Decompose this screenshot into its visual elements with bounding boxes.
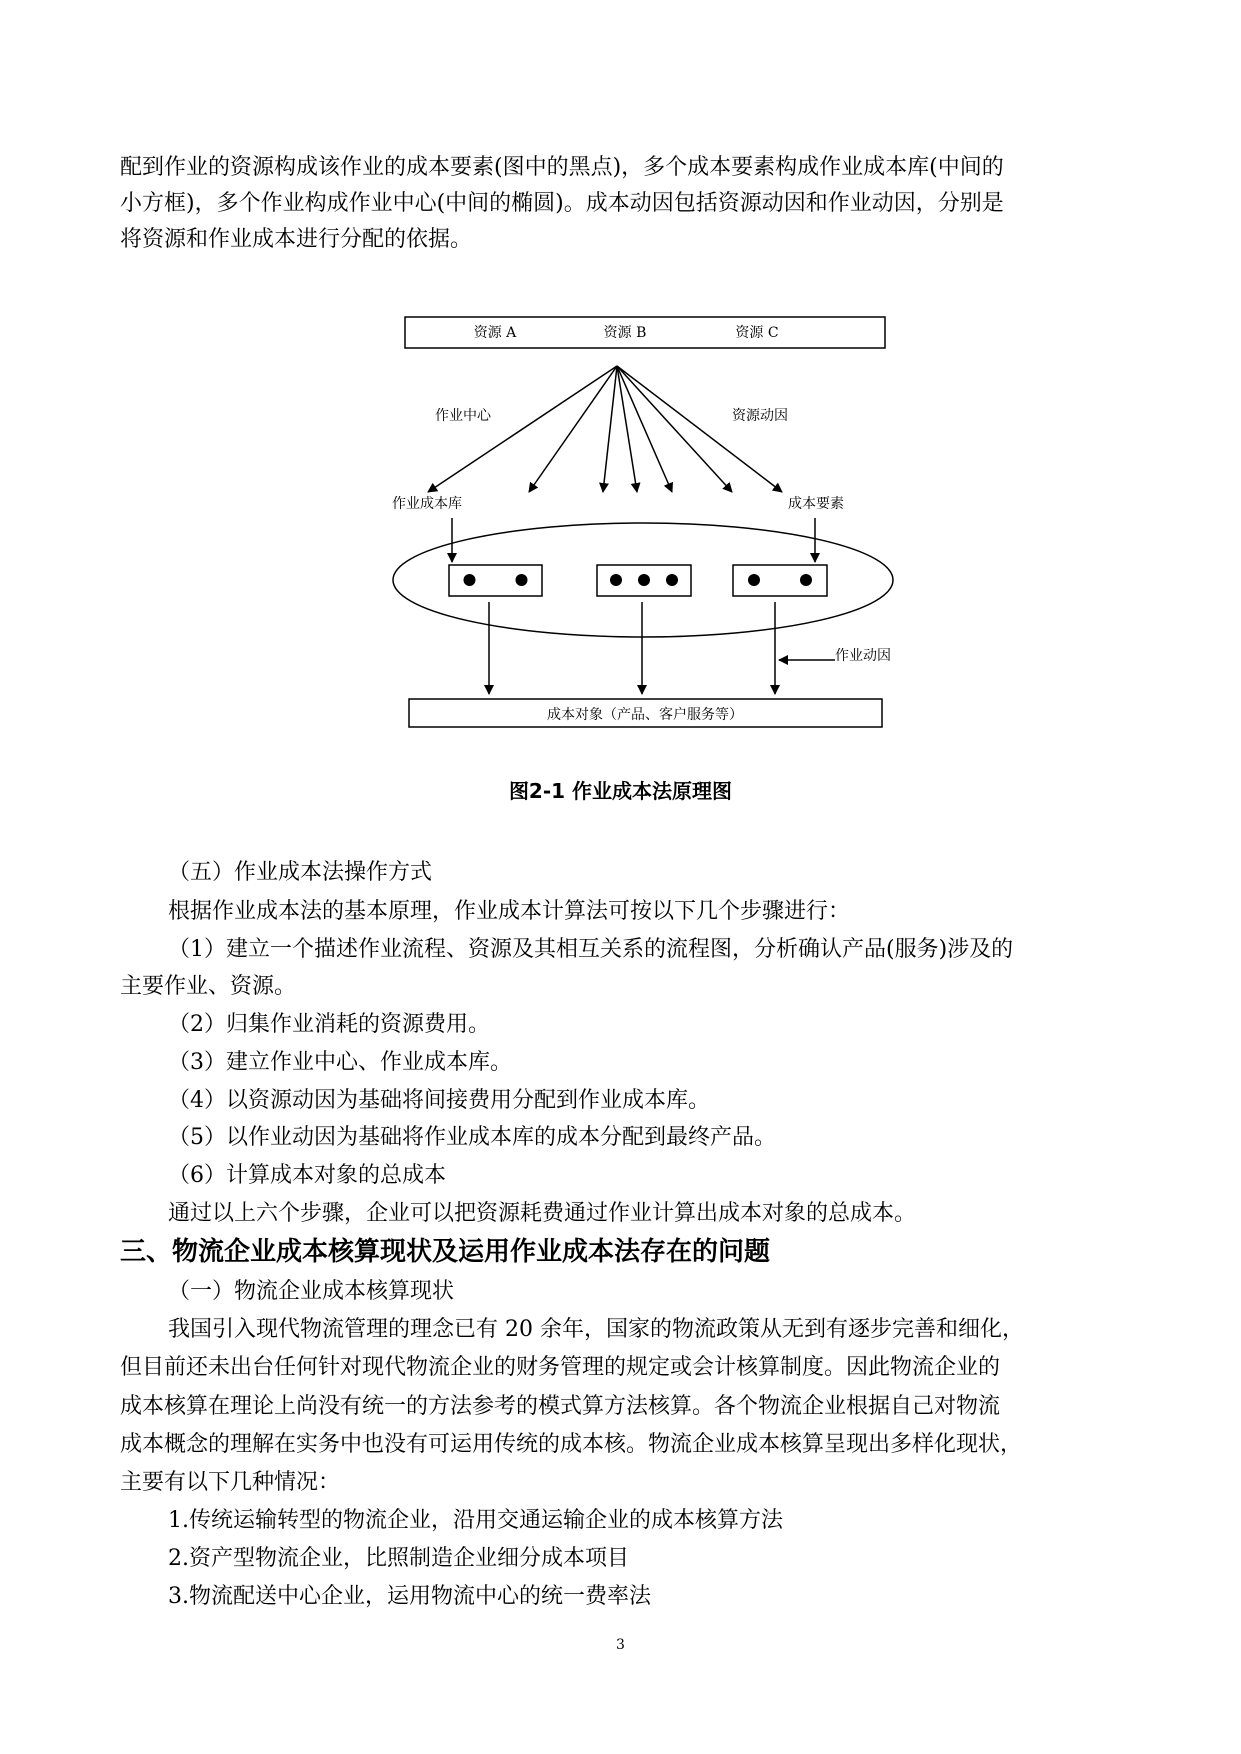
- section3-1-para-line-1: 我国引入现代物流管理的理念已有 20 余年，国家的物流政策从无到有逐步完善和细化，: [168, 1317, 1024, 1342]
- cost-element-dot: [516, 574, 528, 586]
- section3-1-item-3: 3.物流配送中心企业，运用物流中心的统一费率法: [168, 1584, 651, 1609]
- page-number: 3: [616, 1637, 625, 1653]
- resource-b-label: 资源 B: [603, 325, 647, 341]
- activity-driver-label: 作业动因: [835, 648, 891, 664]
- section3-1-para-line-3: 成本核算在理论上尚没有统一的方法参考的模式算方法核算。各个物流企业根据自己对物流: [120, 1394, 1001, 1419]
- section5-step6: （6）计算成本对象的总成本: [168, 1163, 446, 1188]
- resource-driver-label: 资源动因: [732, 408, 788, 424]
- label-pointer-arrows: [452, 518, 815, 562]
- resource-c-label: 资源 C: [735, 325, 779, 341]
- figure-caption: 图2-1 作业成本法原理图: [508, 779, 733, 803]
- section5-step1-a: （1）建立一个描述作业流程、资源及其相互关系的流程图，分析确认产品(服务)涉及的: [168, 937, 1014, 962]
- intro-line-1: 配到作业的资源构成该作业的成本要素(图中的黑点)，多个成本要素构成作业成本库(中间的: [120, 155, 1004, 180]
- section3-heading: 三、物流企业成本核算现状及运用作业成本法存在的问题: [120, 1237, 771, 1267]
- resource-driver-arrows: [428, 366, 782, 492]
- section3-1-title: （一）物流企业成本核算现状: [168, 1279, 455, 1304]
- cost-pool-label: 作业成本库: [392, 496, 462, 512]
- resource-arrow-2: [529, 366, 617, 492]
- section3-1-item-2: 2.资产型物流企业，比照制造企业细分成本项目: [168, 1546, 629, 1571]
- cost-element-label: 成本要素: [788, 496, 844, 512]
- resource-arrow-5: [617, 366, 672, 492]
- cost-object-label: 成本对象（产品、客户服务等）: [547, 707, 743, 723]
- cost-element-dot: [748, 574, 760, 586]
- section5-step3: （3）建立作业中心、作业成本库。: [168, 1050, 512, 1075]
- section5-step5: （5）以作业动因为基础将作业成本库的成本分配到最终产品。: [168, 1125, 776, 1150]
- resource-arrow-7: [617, 366, 782, 492]
- cost-element-dot: [800, 574, 812, 586]
- section5-step4: （4）以资源动因为基础将间接费用分配到作业成本库。: [168, 1088, 710, 1113]
- section5-lead: 根据作业成本法的基本原理，作业成本计算法可按以下几个步骤进行：: [168, 899, 851, 924]
- resource-a-label: 资源 A: [473, 325, 517, 341]
- section5-step2: （2）归集作业消耗的资源费用。: [168, 1012, 490, 1037]
- resource-arrow-3: [603, 366, 617, 492]
- section3-1-para-line-4: 成本概念的理解在实务中也没有可运用传统的成本核。物流企业成本核算呈现出多样化现状，: [120, 1432, 1023, 1457]
- activity-center-label: 作业中心: [435, 408, 491, 424]
- section3-1-item-1: 1.传统运输转型的物流企业，沿用交通运输企业的成本核算方法: [168, 1508, 783, 1533]
- cost-element-dot: [610, 574, 622, 586]
- section5-summary: 通过以上六个步骤，企业可以把资源耗费通过作业计算出成本对象的总成本。: [168, 1201, 917, 1226]
- abc-principle-diagram: [0, 0, 1241, 760]
- section5-step1-b: 主要作业、资源。: [120, 974, 297, 999]
- intro-line-3: 将资源和作业成本进行分配的依据。: [120, 227, 473, 252]
- cost-element-dot: [666, 574, 678, 586]
- section3-1-para-line-5: 主要有以下几种情况：: [120, 1470, 341, 1495]
- intro-line-2: 小方框)，多个作业构成作业中心(中间的椭圆)。成本动因包括资源动因和作业动因，分别是: [120, 191, 1004, 216]
- cost-element-dot: [638, 574, 650, 586]
- cost-pool-3: [733, 565, 827, 596]
- cost-element-dot: [464, 574, 476, 586]
- resource-arrow-1: [428, 366, 617, 492]
- section3-1-para-line-2: 但目前还未出台任何针对现代物流企业的财务管理的规定或会计核算制度。因此物流企业的: [120, 1355, 1001, 1380]
- section5-title: （五）作业成本法操作方式: [168, 860, 433, 885]
- activity-driver-arrows: [489, 602, 835, 694]
- cost-pool-1: [449, 565, 542, 596]
